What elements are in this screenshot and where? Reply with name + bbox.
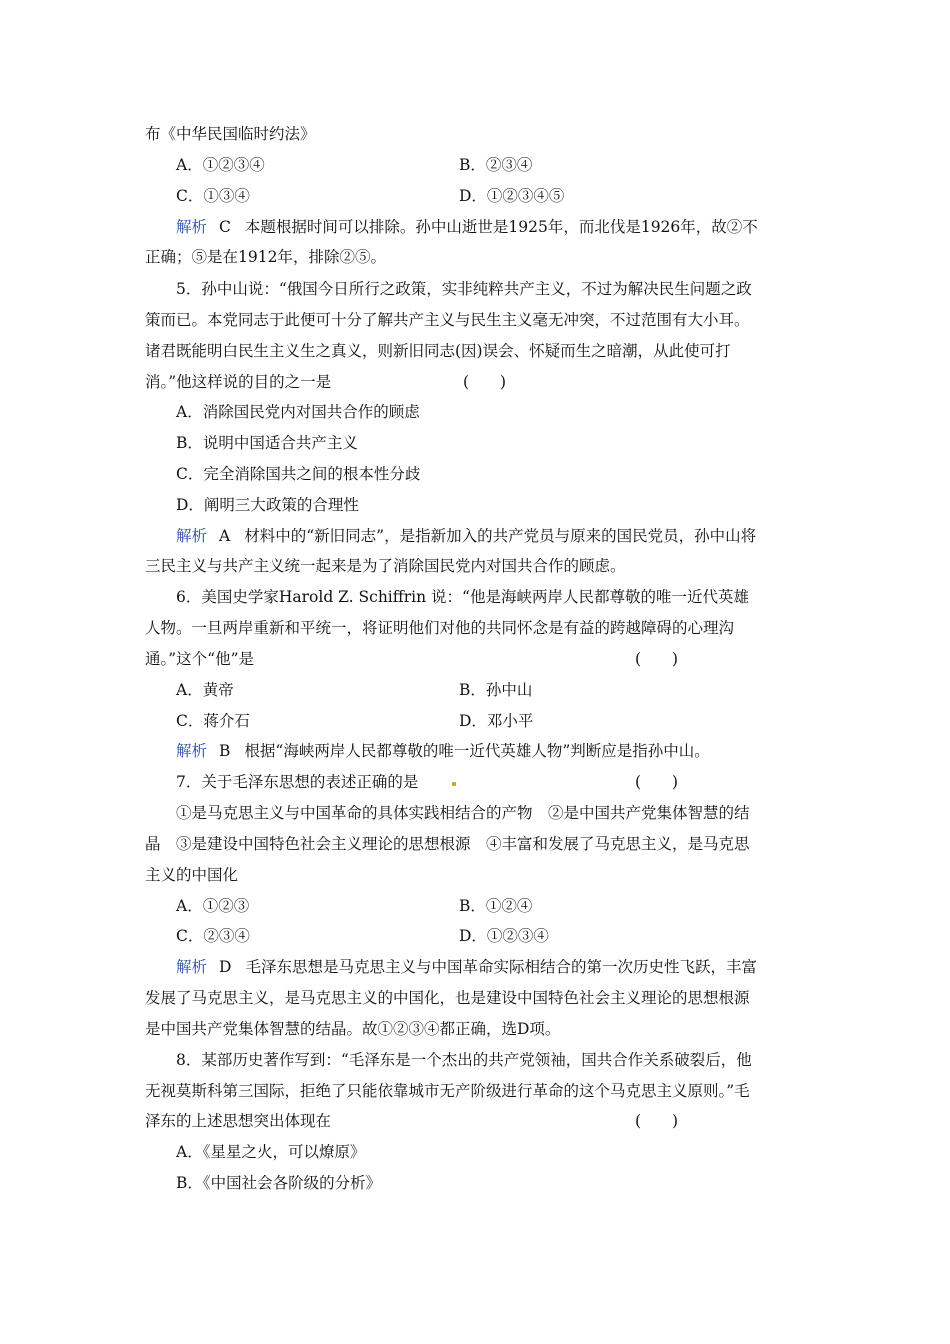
analysis-answer: B	[219, 742, 231, 760]
analysis-text: 毛泽东思想是马克思主义与中国革命实际相结合的第一次历史性飞跃，丰富	[245, 958, 757, 976]
q5-stem-line: 5．孙中山说：“俄国今日所行之政策，实非纯粹共产主义，不过为解决民生问题之政	[176, 280, 752, 298]
q8-option-b: B．《中国社会各阶级的分析》	[176, 1174, 382, 1192]
q6-option-d: D．邓小平	[459, 712, 534, 730]
prev-option-c: C．①③④	[176, 187, 250, 205]
q6-answer-paren: ( )	[635, 650, 679, 668]
q7-analysis-line	[176, 957, 757, 977]
q8-answer-paren: ( )	[635, 1112, 679, 1130]
q5-analysis-line	[176, 526, 756, 546]
analysis-label: 解析	[176, 742, 208, 760]
q5-stem-line: 诸君既能明白民生主义生之真义，则新旧同志(因)误会、怀疑而生之暗潮，从此使可打	[145, 342, 731, 360]
analysis-answer: D	[219, 958, 232, 976]
q6-option-b: B．孙中山	[459, 681, 533, 699]
prev-option-d: D．①②③④⑤	[459, 187, 565, 205]
analysis-label: 解析	[176, 958, 208, 976]
analysis-answer: C	[219, 218, 231, 236]
analysis-label: 解析	[176, 527, 208, 545]
q7-analysis-cont: 发展了马克思主义，是马克思主义的中国化，也是建设中国特色社会主义理论的思想根源	[145, 989, 750, 1007]
q7-option-a: A．①②③	[176, 897, 250, 915]
q8-stem-line: 8．某部历史著作写到：“毛泽东是一个杰出的共产党领袖，国共合作关系破裂后，他	[176, 1051, 752, 1069]
q8-option-a: A．《星星之火，可以燎原》	[176, 1143, 366, 1161]
q7-option-b: B．①②④	[459, 897, 533, 915]
q6-option-a: A．黄帝	[176, 681, 234, 699]
q6-analysis-line	[176, 741, 710, 761]
q8-stem-line: 无视莫斯科第三国际，拒绝了只能依靠城市无产阶级进行革命的这个马克思主义原则。”毛	[145, 1082, 750, 1100]
analysis-label: 解析	[176, 218, 208, 236]
q7-analysis-cont: 是中国共产党集体智慧的结晶。故①②③④都正确，选D项。	[145, 1020, 561, 1038]
q6-stem-line: 通。”这个“他”是	[145, 650, 255, 668]
prev-analysis-line	[176, 217, 758, 237]
prev-option-a: A．①②③④	[176, 156, 265, 174]
q7-option-d: D．①②③④	[459, 927, 549, 945]
q6-stem-line: 人物。一旦两岸重新和平统一，将证明他们对他的共同怀念是有益的跨越障碍的心理沟	[145, 619, 735, 637]
q6-stem-line: 6．美国史学家Harold Z. Schiffrin 说：“他是海峡两岸人民都尊敬的唯一近代英雄	[176, 588, 749, 606]
q7-item-line: 主义的中国化	[145, 866, 239, 884]
q7-item-line: ①是马克思主义与中国革命的具体实践相结合的产物 ②是中国共产党集体智慧的结	[176, 804, 750, 822]
q5-stem-line: 消。”他这样说的目的之一是	[145, 373, 332, 391]
prev-option-b: B．②③④	[459, 156, 533, 174]
q5-answer-paren: ( )	[463, 373, 507, 391]
q7-item-line: 晶 ③是建设中国特色社会主义理论的思想根源 ④丰富和发展了马克思主义，是马克思	[145, 835, 750, 853]
q5-analysis-cont: 三民主义与共产主义统一起来是为了消除国民党内对国共合作的顾虑。	[145, 557, 626, 575]
analysis-text: 本题根据时间可以排除。孙中山逝世是1925年，而北伐是1926年，故②不	[244, 218, 758, 236]
q7-stem-line: 7．关于毛泽东思想的表述正确的是	[176, 773, 419, 791]
stray-mark	[452, 782, 456, 786]
prev-analysis-cont: 正确；⑤是在1912年，排除②⑤。	[145, 248, 386, 266]
q7-answer-paren: ( )	[635, 773, 679, 791]
analysis-answer: A	[219, 527, 231, 545]
q5-option-c: C．完全消除国共之间的根本性分歧	[176, 465, 421, 483]
q5-stem-line: 策而已。本党同志于此便可十分了解共产主义与民生主义毫无冲突，不过范围有大小耳。	[145, 311, 750, 329]
analysis-text: 根据“海峡两岸人民都尊敬的唯一近代英雄人物”判断应是指孙中山。	[244, 742, 710, 760]
q5-option-d: D．阐明三大政策的合理性	[176, 496, 359, 514]
prev-question-tail: 布《中华民国临时约法》	[145, 125, 316, 143]
q8-stem-line: 泽东的上述思想突出体现在	[145, 1112, 332, 1130]
q5-option-a: A．消除国民党内对国共合作的顾虑	[176, 403, 420, 421]
q5-option-b: B．说明中国适合共产主义	[176, 434, 358, 452]
analysis-text: 材料中的“新旧同志”，是指新加入的共产党员与原来的国民党员，孙中山将	[244, 527, 757, 545]
q6-option-c: C．蒋介石	[176, 712, 250, 730]
q7-option-c: C．②③④	[176, 927, 250, 945]
